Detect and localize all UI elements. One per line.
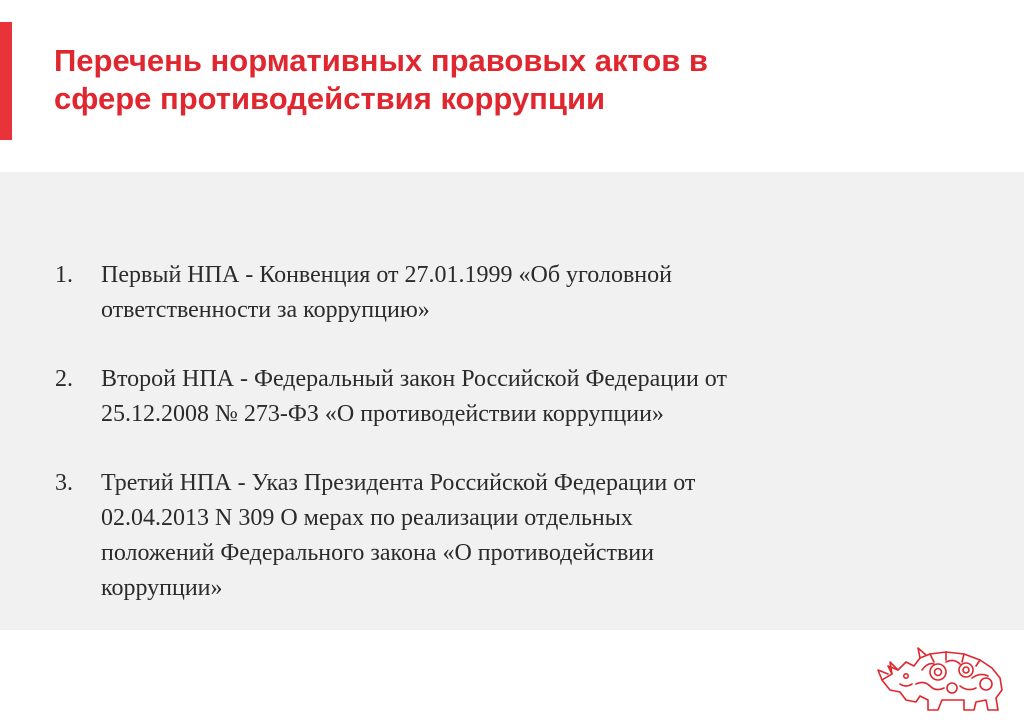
- list-item: [55, 466, 875, 606]
- list-item-line: Третий НПА - Указ Президента Российской Федерации от: [101, 470, 696, 496]
- list-item-text: [101, 258, 875, 328]
- list-item-number: 2.: [55, 366, 73, 392]
- list-item-line: коррупции»: [101, 575, 223, 601]
- slide-title-line: Перечень нормативных правовых актов в: [54, 43, 708, 78]
- rhino-icon: [876, 640, 1012, 716]
- list-item: [55, 362, 875, 432]
- slide-title: [54, 42, 954, 118]
- accent-bar: [0, 22, 12, 140]
- list-item-line: положений Федерального закона «О противодействии: [101, 540, 654, 566]
- slide-title-line: сфере противодействия коррупции: [54, 81, 606, 116]
- list-item-number: 3.: [55, 470, 73, 496]
- list-item-text: [101, 466, 875, 606]
- list-item-line: ответственности за коррупцию»: [101, 297, 430, 323]
- list-item-text: [101, 362, 875, 432]
- list-item-line: 02.04.2013 N 309 О мерах по реализации отдельных: [101, 505, 633, 531]
- list-item-line: 25.12.2008 № 273-ФЗ «О противодействии коррупции»: [101, 401, 664, 427]
- list-item-number: 1.: [55, 262, 73, 288]
- npa-list: [55, 258, 875, 640]
- list-item-line: Первый НПА - Конвенция от 27.01.1999 «Об уголовной: [101, 262, 672, 288]
- list-item-line: Второй НПА - Федеральный закон Российской Федерации от: [101, 366, 727, 392]
- list-item: [55, 258, 875, 328]
